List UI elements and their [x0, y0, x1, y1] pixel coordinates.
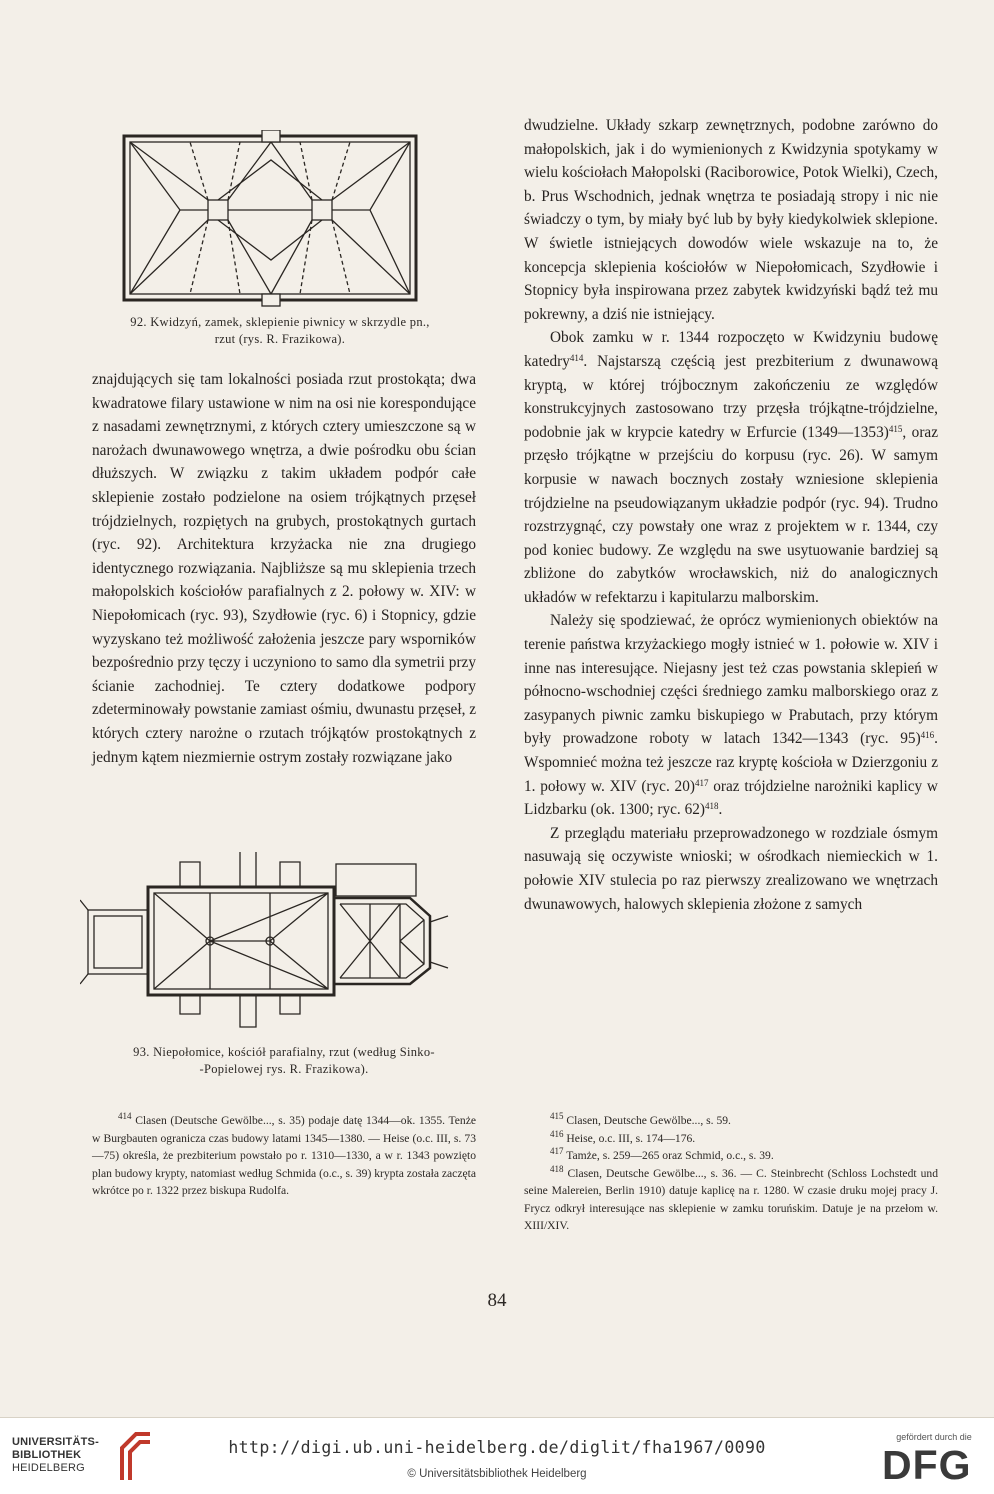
footnotes-right — [524, 1112, 938, 1235]
footnotes-left — [92, 1112, 476, 1200]
footnote-ref: 418 — [704, 801, 719, 812]
text-run: Należy się spodziewać, że oprócz wymienionych obiektów na terenie państwa krzyżackiego mogły istnieć w 1. połowie w. XIV i inne nas interesujące. Niejasny jest też czas powstania sklepień w północno-wschodniej części średniego zamku malborskiego oraz z zasypanych piwnic zamku biskupiego w Prabutach, przy którym były prowadzone roboty w latach 1342—1343 (ryc. 95) — [524, 612, 938, 748]
paragraph — [524, 609, 938, 821]
paragraph: znajdujących się tam lokalności posiada rzut prostokąta; dwa kwadratowe filary ustawione w nim na osi nie korespondujące z nasadami zewnętrznymi, z których cztery umieszczone są w narożach dwunawowego wnętrza, a dwie pośrodku obu ścian dłuższych. W związku z takim układem podpór całe sklepienie zostało podzielone na osiem trójkątnych przęseł trójdzielnych, rozpiętych na grubych, prostokątnych gurtach (ryc. 92). Architektura krzyżacka nie zna drugiego identycznego rozwiązania. Najbliższe są mu sklepienia trzech małopolskich kościołów parafialnych z 2. połowy w. XIV: w Niepołomicach (ryc. 93), Szydłowie (ryc. 6) i Stopnicy, gdzie wyzyskano też możliwość założenia jeszcze pary wsporników bezpośrednio przy tęczy i uczyniono to samo dla symetrii przy ścianie zachodniej. Te cztery dodatkowe podpory zdeterminowały powstanie zamiast ośmiu, dwunastu przęseł, z których cztery narożne o rzutach trójkątów prostokątnych z jednym kątem niezmiernie ostrym zostały rozwiązane jako — [92, 371, 477, 766]
footnote-number: 417 — [550, 1146, 564, 1156]
figure-93-church-plan — [80, 842, 460, 1032]
footnote-text: Clasen, Deutsche Gewölbe..., s. 59. — [566, 1114, 731, 1127]
footnote-text: Clasen (Deutsche Gewölbe..., s. 35) podaje datę 1344—ok. 1355. Tenże w Burgbauten ogranicza czas budowy latami 1345—1380. — Heise (o.c. III, s. 73—75) określa, że prezbiterium powstało po r. 1310—1330, a w r. 1343 powzięto plan budowy krypty, natomiast według Schmida (o.c., s. 39) krypta została zaczęta wkrótce po r. 1322 przez biskupa Rudolfa. — [92, 1114, 476, 1197]
footnote-ref: 415 — [888, 423, 903, 434]
footnote-text: Tamże, s. 259—265 oraz Schmid, o.c., s. 39. — [566, 1149, 774, 1162]
footnote-number: 418 — [550, 1163, 564, 1174]
footnote-number: 414 — [118, 1111, 132, 1121]
right-column — [524, 114, 938, 916]
page-number: 84 — [487, 1290, 507, 1311]
copyright-notice: © Universitätsbibliothek Heidelberg — [407, 1468, 587, 1480]
figure-92-caption — [80, 314, 480, 348]
footnote-number: 416 — [550, 1128, 564, 1139]
footnote-ref: 416 — [920, 730, 935, 741]
footnote-number: 415 — [550, 1111, 564, 1121]
caption-line: rzut (rys. R. Frazikowa). — [214, 332, 346, 346]
footnote-text: Clasen, Deutsche Gewölbe..., s. 36. — C. Steinbrecht (Schloss Lochstedt und seine Malereien, Berlin 1910) datuje kaplicę na r. 1280. W czasie druku mojej pracy J. Frycz odkrył interesujące nas sklepienie w zamku toruńskim. Datuje je na przełom w. XIII/XIV. — [524, 1166, 938, 1232]
text-run: . Najstarszą częścią jest prezbiterium z dwunawową kryptą, w której trójbocznym zakończeniu ze względów konstrukcyjnych zastosowano trzy przęsła trójkątne-trójdzielne, podobnie jak w krypcie katedry w Erfurcie (1349—1353) — [524, 352, 938, 441]
text-run: Obok zamku w r. 1344 rozpoczęto w Kwidzyniu budowę katedry — [524, 329, 938, 370]
figure-92-vault-plan — [120, 130, 430, 308]
permalink-url[interactable]: http://digi.ub.uni-heidelberg.de/diglit/fha1967/0090 — [228, 1438, 766, 1457]
dfg-logo[interactable]: DFG — [882, 1442, 972, 1488]
funding-note: gefördert durch die — [896, 1432, 972, 1442]
text-run: . Wspomnieć można też jeszcze raz kryptę kościoła w Dzierzgoniu z 1. połowy w. XIV (ryc. 20) — [524, 730, 938, 795]
footnote-417 — [524, 1147, 938, 1165]
footnote-ref: 414 — [569, 352, 584, 363]
caption-line: 93. Niepołomice, kościół parafialny, rzut (według Sinko- — [133, 1045, 435, 1059]
footnote-ref: 417 — [694, 777, 709, 788]
text-run: . — [718, 801, 723, 819]
library-name-line: HEIDELBERG — [12, 1462, 85, 1474]
paragraph: Z przeglądu materiału przeprowadzonego w rozdziale ósmym nasuwają się oczywiste wnioski; w ośrodkach niemieckich w 1. połowie XIV stulecia po raz pierwszy zrealizowano we wnętrzach dwunawowych, halowych sklepienia złożone z samych — [524, 824, 938, 913]
left-column — [92, 368, 476, 769]
footnote-414 — [92, 1112, 476, 1200]
paragraph — [524, 326, 938, 609]
footnote-418 — [524, 1165, 938, 1235]
footnote-text: Heise, o.c. III, s. 174—176. — [566, 1131, 696, 1145]
figure-93-caption — [84, 1044, 484, 1078]
library-name-line: UNIVERSITÄTS- — [12, 1436, 99, 1448]
caption-line: -Popielowej rys. R. Frazikowa). — [199, 1062, 369, 1076]
text-run: oraz trójdzielne narożniki kaplicy w Lidzbarku (ok. 1300; ryc. 62) — [524, 777, 938, 819]
caption-line: 92. Kwidzyń, zamek, sklepienie piwnicy w skrzydle pn., — [130, 315, 430, 329]
footnote-416 — [524, 1130, 938, 1148]
library-name-line: BIBLIOTHEK — [12, 1449, 82, 1461]
text-run: , oraz przęsło trójkątne w przejściu do korpusu (ryc. 26). W samym korpusie w nawach bocznych zostały wzniesione sklepienia trójdzielne na pseudowiązanym układzie podpór (ryc. 94). Trudno rozstrzygnąć, czy powstały one wraz z projektem w r. 1344, czy pod koniec budowy. Ze względu na swe usytuowanie bardziej są zbliżone do zabytków wrocławskich, niż do analogicznych układów w refektarzu i kapitularzu malborskim. — [524, 423, 938, 606]
footnote-415 — [524, 1112, 938, 1130]
paragraph: dwudzielne. Układy szkarp zewnętrznych, podobne zarówno do małopolskich, jak i do wymienionych z Kwidzynia spotykamy w wielu kościołach Małopolski (Raciborowice, Potok Wielki), Czech, b. Prus Wschodnich, jednak wnętrza te posiadają stropy i nic nie świadczy o tym, by miały być lub by były kiedykolwiek sklepione. W świetle istniejących dowodów wiele wskazuje na to, że koncepcja sklepienia kościołów w Niepołomicach, Szydłowie i Stopnicy była inspirowana przez zabytek kwidzyński bądź też mu pokrewny, a dziś nie istniejący. — [524, 117, 938, 323]
